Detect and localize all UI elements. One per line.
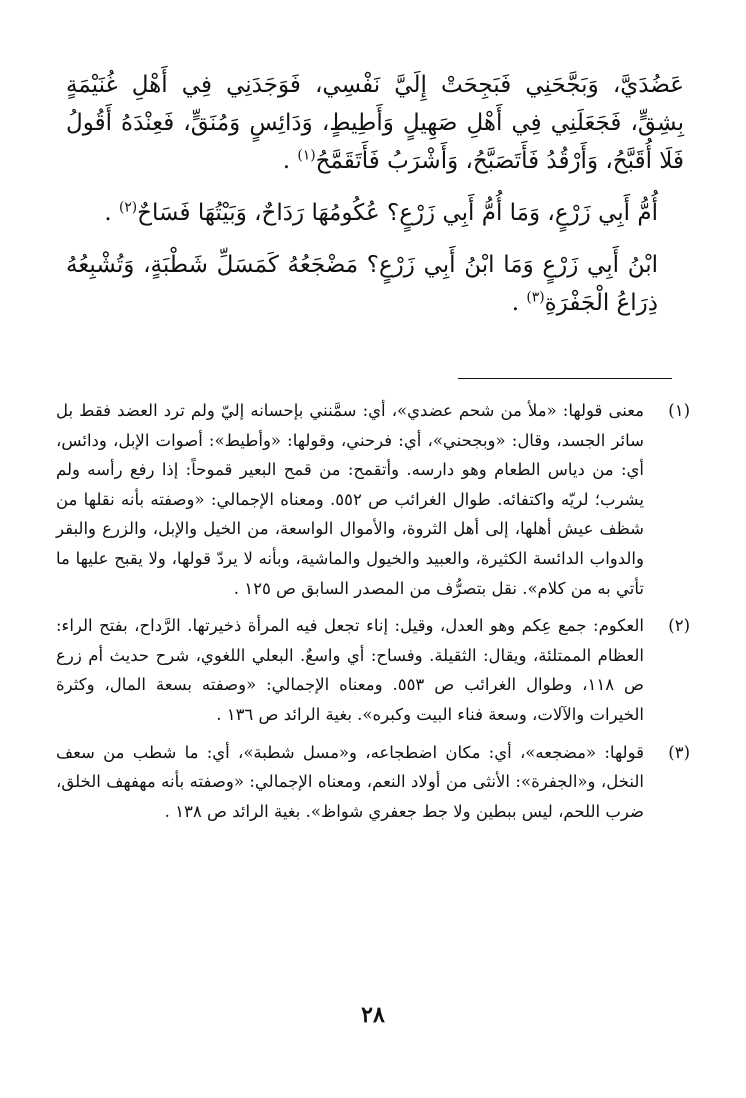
paragraph-end: .: [511, 290, 527, 316]
main-paragraph: [66, 246, 684, 322]
footnote-text: معنى قولها: «ملأ من شحم عضدي»، أي: سمَّنني بإحسانه إليّ ولم ترد العضد فقط بل سائر الجسد، وقال: «وبجحني»، أي: فرحني، وقولها: «وأطيط»: أصوات الإبل، ودائس، أي: من دياس الطعام وهو دارسه. وأتقمح: من قمح البعير قموحاً: إذا رفع رأسه ولم يشرب؛ لريّه واكتفائه. طوال الغرائب ص ٥٥٢. ومعناه الإجمالي: «وصفته بأنه نقلها من شظف عيش أهلها، إلى أهل الثروة، والأموال الواسعة، من الخيل والإبل، والزرع والبقر والدواب الدائسة الكثيرة، والعبيد والخيول والماشية، وبأنه لا يردّ قولها، ولا يقبح عليها ما تأتي به من كلام». نقل بتصرُّف من المصدر السابق ص ١٢٥ .: [56, 401, 644, 598]
main-text: [66, 66, 684, 322]
footnote-number: (٢): [668, 616, 690, 636]
footnote: [56, 611, 690, 729]
footnote-number: (١): [668, 401, 690, 420]
paragraph-text: أُمُّ أَبِي زَرْعٍ، وَمَا أُمُّ أَبِي زَرْعٍ؟ عُكُومُهَا رَدَاحٌ، وَبَيْتُهَا فَسَاحٌ: [137, 200, 658, 226]
footnote-reference[interactable]: (١): [297, 147, 316, 164]
footnote-text: العكوم: جمع عِكم وهو العدل، وقيل: إناء تجعل فيه المرأة ذخيرتها. الرَّداح، بفتح الراء: العظام الممتلئة، ويقال: الثقيلة. وفساح: أي واسعٌ. البعلي اللغوي، شرح حديث أم زرع ص ١١٨، وطوال الغرائب ص ٥٥٣. ومعناه الإجمالي: «وصفته بسعة المال، وكثرة الخيرات والآلات، وسعة فناء البيت وكبره». بغية الرائد ص ١٣٦ .: [56, 616, 644, 724]
paragraph-text: عَضُدَيَّ، وَبَجَّحَنِي فَبَجِحَتْ إِلَيَّ نَفْسِي، فَوَجَدَنِي فِي أَهْلِ غُنَيْمَةٍ بِشِقٍّ، فَجَعَلَنِي فِي أَهْلِ صَهِيلٍ وَأَطِيطٍ، وَدَائِسٍ وَمُنَقٍّ، فَعِنْدَهُ أَقُولُ فَلَا أُقَبَّحُ، وَأَرْقُدُ فَأَتَصَبَّحُ، وَأَشْرَبُ فَأَتَقَمَّحُ: [66, 72, 684, 174]
paragraph-text: ابْنُ أَبِي زَرْعٍ وَمَا ابْنُ أَبِي زَرْعٍ؟ مَضْجَعُهُ كَمَسَلِّ شَطْبَةٍ، وَتُشْبِعُهُ ذِرَاعُ الْجَفْرَةِ: [66, 252, 658, 316]
footnotes: [56, 396, 690, 834]
footnote: [56, 396, 690, 603]
page-number: ٢٨: [361, 1002, 385, 1028]
paragraph-end: .: [104, 200, 119, 226]
footnote-reference[interactable]: (٢): [118, 199, 138, 216]
main-paragraph: [66, 194, 684, 232]
footnote: [56, 738, 690, 827]
footnote-number: (٣): [668, 742, 690, 762]
main-paragraph: [66, 66, 684, 180]
paragraph-end: .: [282, 148, 298, 174]
footnote-text: قولها: «مضجعه»، أي: مكان اضطجاعه، و«مسل شطبة»، أي: ما شطب من سعف النخل، و«الجفرة»: الأنثى من أولاد النعم، ومعناه الإجمالي: «وصفته بأنه مهفهف الخلق، ضرب اللحم، ليس ببطين ولا جط جعفري شواظ». بغية الرائد ص ١٣٨ .: [56, 742, 644, 821]
footnote-reference[interactable]: (٣): [526, 289, 545, 306]
footnote-separator: [458, 378, 672, 379]
